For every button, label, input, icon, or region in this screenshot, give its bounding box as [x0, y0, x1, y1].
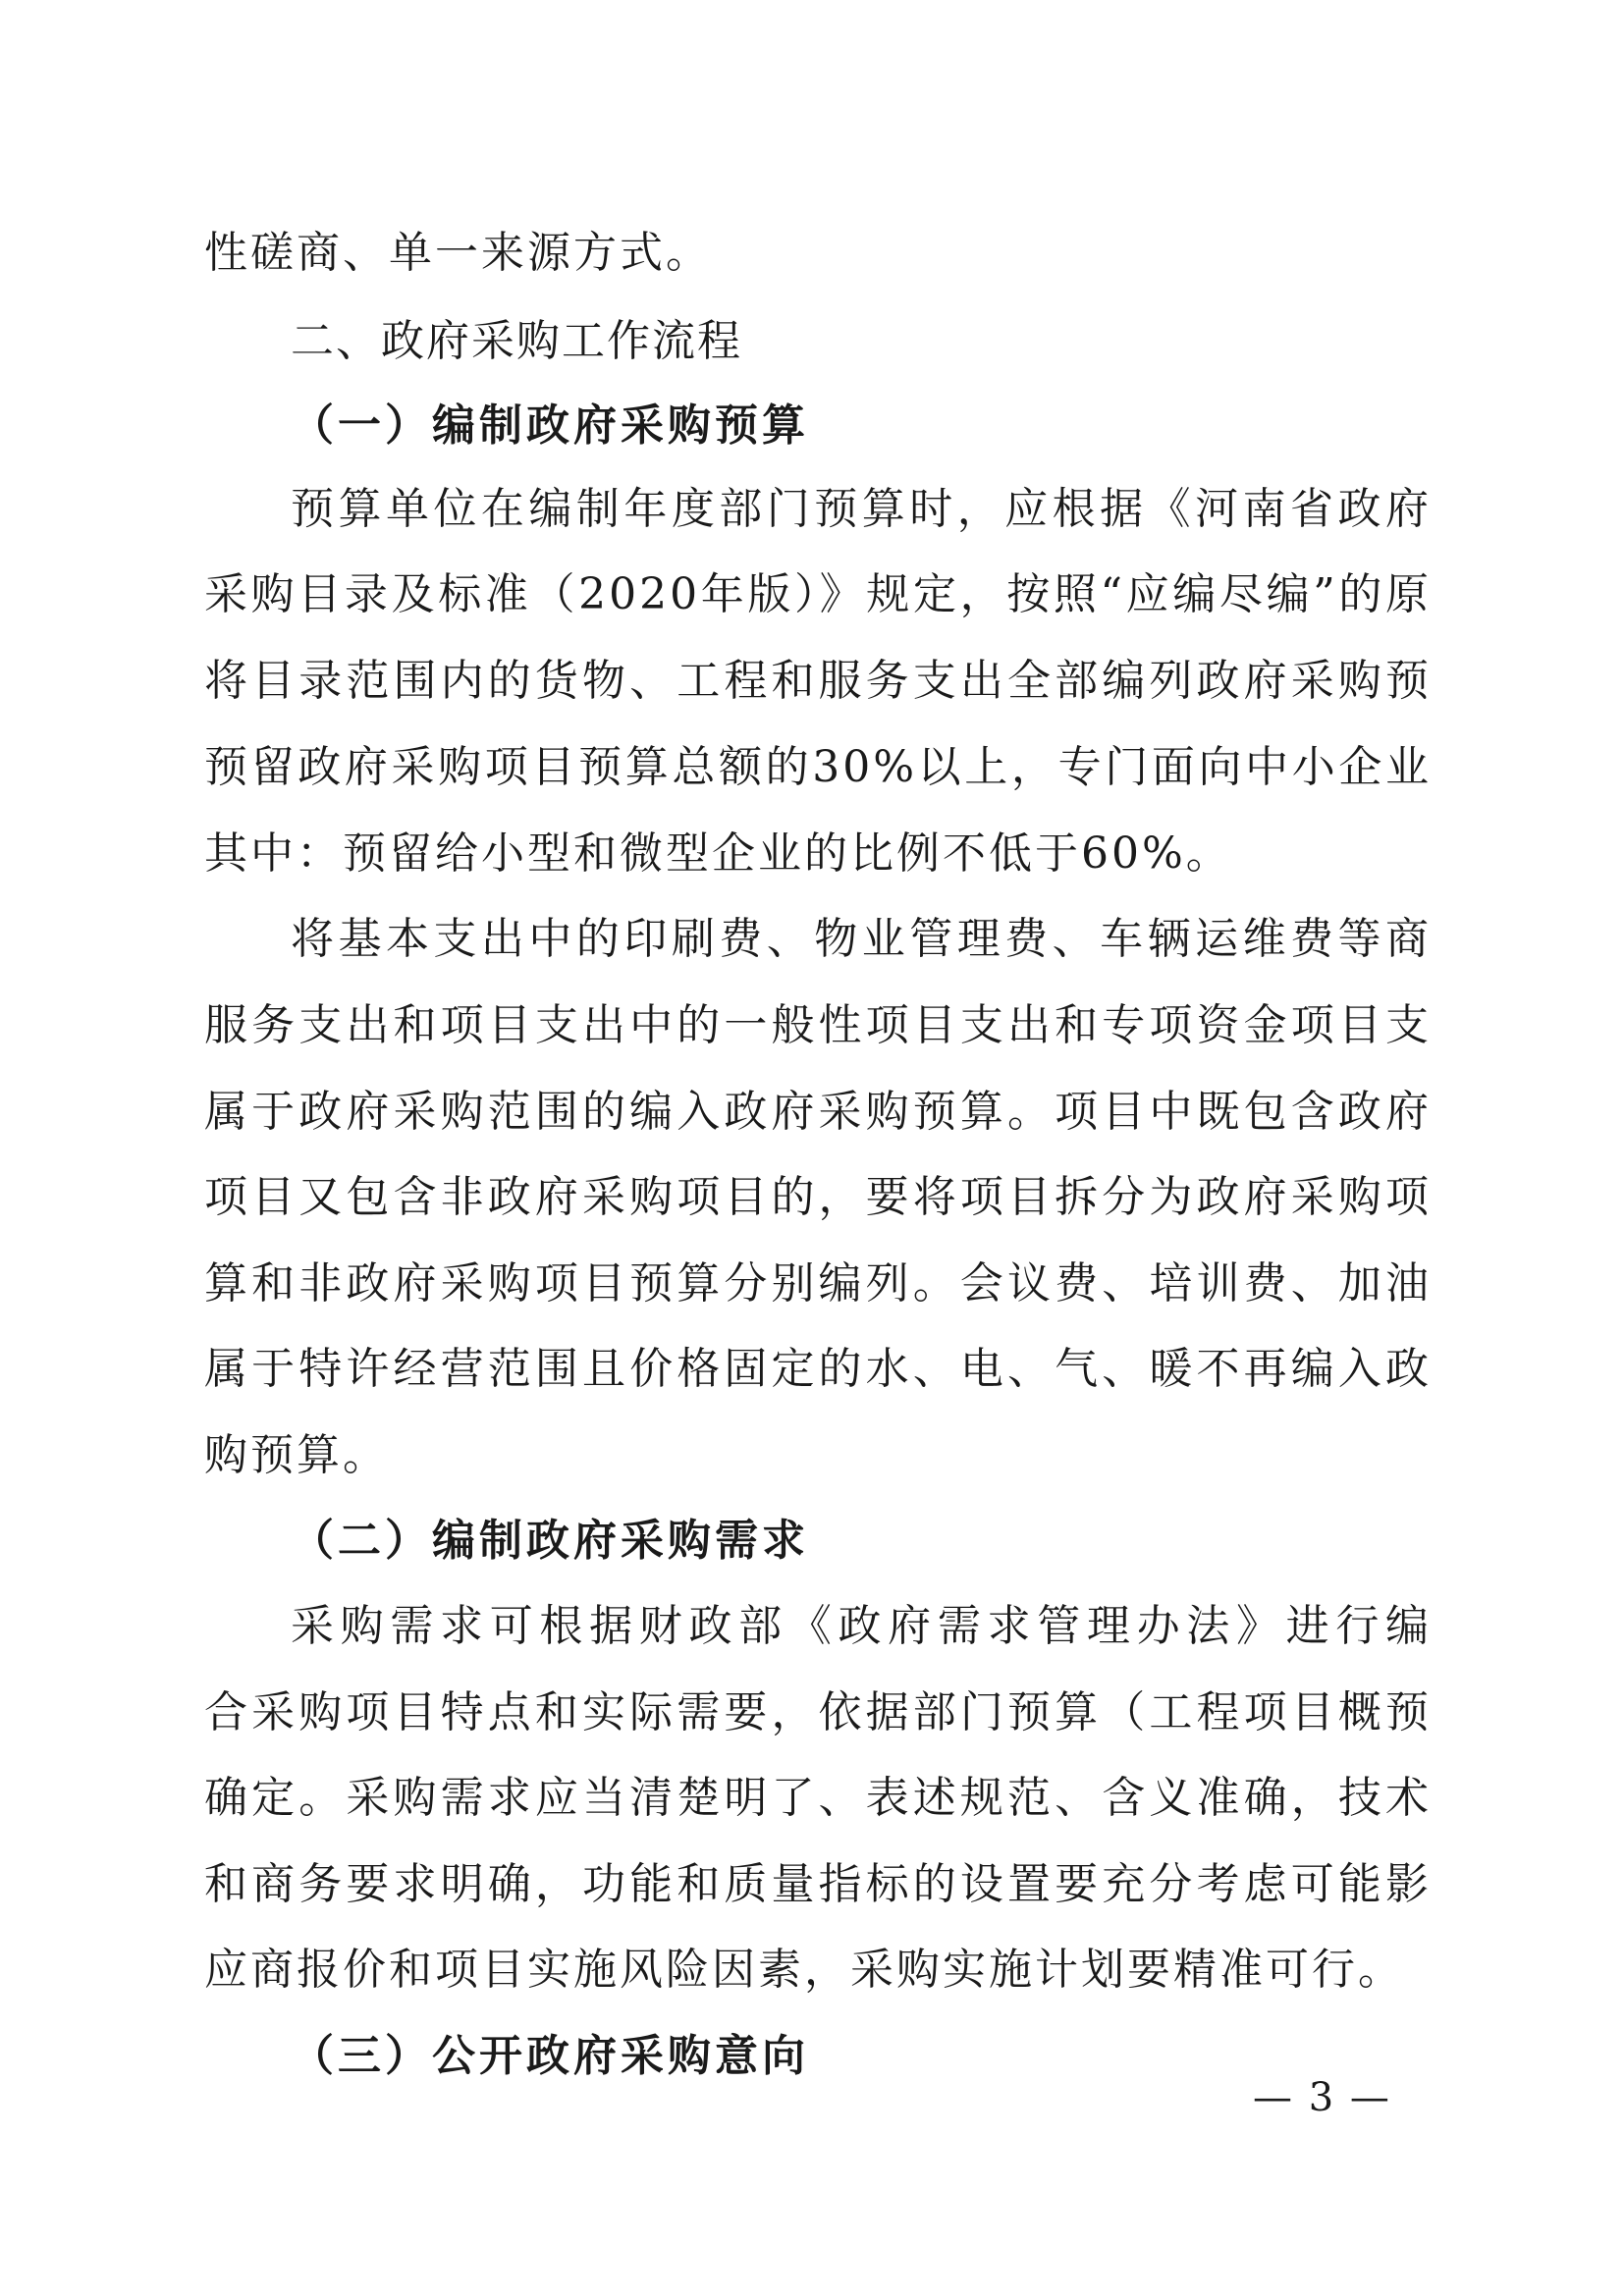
paragraph-line: 服务支出和项目支出中的一般性项目支出和专项资金项目支 [204, 1000, 1432, 1050]
paragraph-line: 其中：预留给小型和微型企业的比例不低于60%。 [204, 828, 1232, 879]
paragraph-line: 性磋商、单一来源方式。 [204, 228, 712, 278]
subsection-heading: （一）编制政府采购预算 [291, 400, 809, 451]
paragraph-line: 确定。采购需求应当清楚明了、表述规范、含义准确，技术 [204, 1773, 1432, 1823]
paragraph-line: 属于政府采购范围的编入政府采购预算。项目中既包含政府 [204, 1087, 1432, 1137]
paragraph-line: 应商报价和项目实施风险因素，采购实施计划要精准可行。 [204, 1945, 1404, 1995]
paragraph-line: 购预算。 [204, 1430, 389, 1480]
paragraph-line: 合采购项目特点和实际需要，依据部门预算（工程项目概预 [204, 1687, 1432, 1737]
paragraph-line: 预算单位在编制年度部门预算时，应根据《河南省政府 [291, 484, 1432, 534]
paragraph-line: 采购目录及标准（2020年版）》规定，按照“应编尽编”的原 [204, 569, 1432, 619]
paragraph-line: 和商务要求明确，功能和质量指标的设置要充分考虑可能影 [204, 1859, 1432, 1909]
subsection-heading: （三）公开政府采购意向 [291, 2031, 809, 2081]
paragraph-line: 预留政府采购项目预算总额的30%以上，专门面向中小企业 [204, 742, 1432, 792]
section-heading: 二、政府采购工作流程 [291, 316, 742, 366]
paragraph-line: 项目又包含非政府采购项目的，要将项目拆分为政府采购项 [204, 1172, 1432, 1222]
paragraph-line: 将目录范围内的货物、工程和服务支出全部编列政府采购预 [204, 656, 1432, 706]
paragraph-line: 算和非政府采购项目预算分别编列。会议费、培训费、加油 [204, 1258, 1432, 1308]
page-number: — 3 — [1253, 2075, 1391, 2120]
paragraph-line: 属于特许经营范围且价格固定的水、电、气、暖不再编入政 [204, 1344, 1432, 1394]
paragraph-line: 采购需求可根据财政部《政府需求管理办法》进行编 [291, 1601, 1432, 1651]
subsection-heading: （二）编制政府采购需求 [291, 1516, 809, 1566]
paragraph-line: 将基本支出中的印刷费、物业管理费、车辆运维费等商 [291, 914, 1432, 964]
